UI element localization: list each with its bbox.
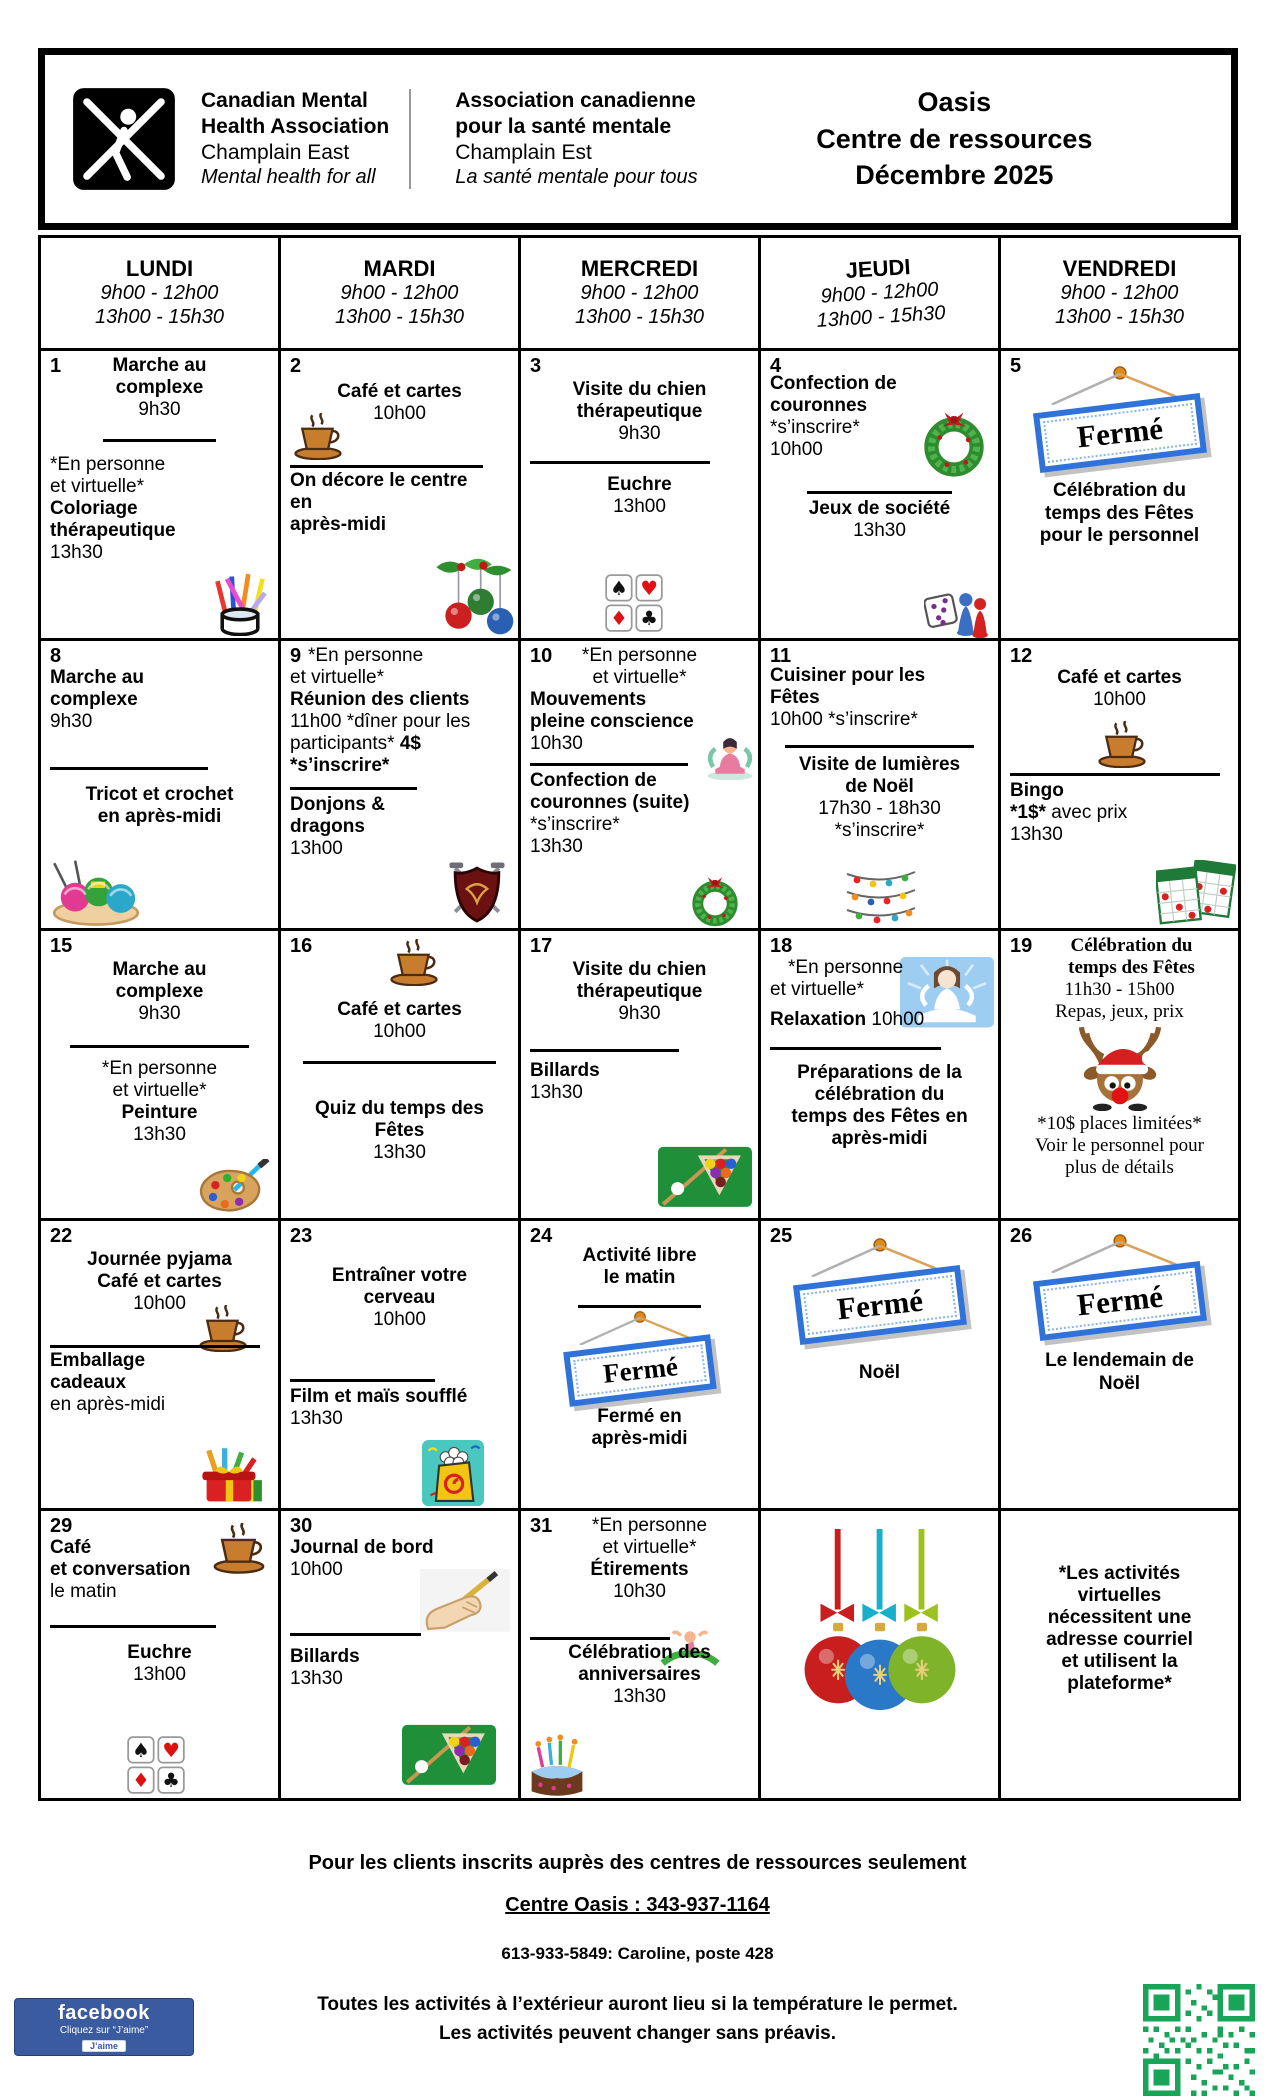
event-text: 9h30 <box>138 399 181 421</box>
event-text: 13h30 <box>853 520 906 542</box>
event-text: Marche au complexe <box>112 355 207 399</box>
brand-fr-line4: La santé mentale pour tous <box>455 166 698 189</box>
event-text: Visite de lumières de Noël <box>798 754 961 798</box>
sign-frame-inner <box>1043 1271 1197 1331</box>
event-text: 9h30 <box>138 1003 181 1025</box>
day-cell-10 <box>521 641 761 931</box>
board-game-icon <box>924 581 990 638</box>
ferme-sign <box>1036 1233 1204 1330</box>
event-text: 13h30 <box>290 1408 343 1430</box>
day-number: 8 <box>50 645 62 667</box>
day-cell-26 <box>1001 1221 1241 1511</box>
brand-en-line1: Canadian Mental <box>201 89 368 113</box>
footer-phone-caroline: 613-933-5849: Caroline, poste 428 <box>501 1944 774 1963</box>
svg-text:♦: ♦ <box>132 1769 150 1793</box>
event-text: 13h30 <box>133 1124 186 1146</box>
svg-text:♣: ♣ <box>162 1769 180 1793</box>
qr-code-icon <box>1143 1984 1255 2096</box>
event-text: Journal de bord <box>290 1537 434 1558</box>
event-text: Entraîner votre cerveau <box>331 1265 468 1309</box>
day-number: 24 <box>530 1225 553 1247</box>
event-text: Repas, jeux, prix <box>1055 1001 1184 1023</box>
ferme-sign <box>796 1237 964 1334</box>
day-cell-17 <box>521 931 761 1221</box>
weekday-hours-pm: 13h00 - 15h30 <box>1054 306 1184 328</box>
facebook-subtitle: Cliquez sur “J’aime” <box>59 2025 149 2036</box>
day-cell-1 <box>41 351 281 641</box>
event-text: Jeux de société <box>808 498 951 520</box>
event-text: Quiz du temps des Fêtes <box>315 1098 484 1142</box>
event-text: 11h00 *dîner pour les participants* 4$ <box>290 711 471 755</box>
event-text: 10h00 <box>373 1309 426 1331</box>
event-text: *10$ places limitées* <box>1037 1112 1202 1134</box>
event-text: Le lendemain de Noël <box>1045 1350 1194 1394</box>
divider-line <box>807 491 952 494</box>
brand-fr-line2: pour la santé mentale <box>455 115 672 138</box>
weekday-name: JEUDI <box>844 254 912 284</box>
sign-label: Fermé <box>600 1351 679 1389</box>
title-line2: Centre de ressources <box>816 123 1093 154</box>
day-cell-19 <box>1001 931 1241 1221</box>
event-text: Café et cartes <box>337 999 462 1020</box>
facebook-badge[interactable] <box>14 1998 194 2056</box>
event-text: Billards <box>530 1060 600 1082</box>
gift-boxes-icon <box>196 1444 264 1506</box>
day-number: 26 <box>1010 1225 1033 1247</box>
footer-phone-oasis: Centre Oasis : 343-937-1164 <box>505 1894 770 1916</box>
day-number: 16 <box>290 935 313 957</box>
event-text: Peinture <box>121 1102 198 1124</box>
weekday-hours-am: 9h00 - 12h00 <box>100 282 219 305</box>
event-text: 13h00 <box>613 496 666 518</box>
event-text: 10h00 <box>373 1021 426 1043</box>
event-text: Donjons & dragons <box>290 794 385 838</box>
weekday-header-vendredi <box>1001 238 1241 351</box>
event-text: 10h00 <box>1093 689 1146 711</box>
event-text: 10h00 <box>290 1559 343 1581</box>
calendar-grid <box>38 235 1241 1801</box>
divider-line <box>530 1049 679 1052</box>
day-number: 18 <box>770 935 793 957</box>
event-text: *En personne et virtuelle* <box>50 454 166 498</box>
event-text: 10h00 <box>133 1293 186 1315</box>
event-text: Marche au complexe <box>50 667 144 711</box>
divider-line <box>290 787 417 790</box>
event-text: 13h30 <box>530 836 583 858</box>
event-text: Noël <box>858 1362 901 1384</box>
divider-line <box>50 1345 260 1348</box>
divider-line <box>530 763 688 766</box>
event-text: Euchre <box>127 1642 192 1664</box>
brand-fr-line3: Champlain Est <box>455 140 592 164</box>
day-number: 4 <box>770 355 782 377</box>
reindeer-icon <box>1071 1023 1169 1111</box>
day-cell-16 <box>281 931 521 1221</box>
brand-en-line3: Champlain East <box>201 140 350 164</box>
divider-line <box>303 1061 496 1064</box>
event-text: Célébration du temps des Fêtes pour le personnel <box>1039 480 1200 546</box>
wreath-icon <box>686 870 744 928</box>
day-number: 5 <box>1010 355 1022 377</box>
event-text: Marche au complexe <box>112 959 207 1003</box>
day-cell-22 <box>41 1221 281 1511</box>
event-text: 13h30 <box>290 1668 343 1690</box>
event-text: *Les activités virtuelles nécessitent une adresse courriel et utilisent la plateforme* <box>1046 1563 1193 1695</box>
day-cell-2 <box>281 351 521 641</box>
cmha-logo-icon <box>71 86 177 192</box>
event-text: Célébration des anniversaires <box>568 1642 711 1686</box>
event-text: Visite du chien thérapeutique <box>572 379 707 423</box>
weekday-header-content <box>335 256 464 329</box>
event-text: *1$* avec prix <box>1010 802 1128 824</box>
weekday-name: LUNDI <box>125 256 194 282</box>
day-cell-15 <box>41 931 281 1221</box>
day-number: 30 <box>290 1515 313 1537</box>
day-number: 29 <box>50 1515 73 1537</box>
brand-en-line2: Health Association <box>201 115 390 138</box>
brand-fr-line1: Association canadienne <box>455 89 696 113</box>
dnd-shield-icon <box>446 859 508 926</box>
divider-line <box>578 1305 701 1308</box>
paint-palette-icon <box>194 1159 270 1216</box>
weekday-header-content <box>1055 256 1184 329</box>
divider-line <box>290 1633 421 1636</box>
day-number: 15 <box>50 935 73 957</box>
day-cell-8 <box>41 641 281 931</box>
day-cell-9 <box>281 641 521 931</box>
weekday-hours-am: 9h00 - 12h00 <box>580 282 699 305</box>
event-text: Bingo <box>1010 780 1064 802</box>
billiards-icon <box>658 1139 752 1212</box>
day-cell-4 <box>761 351 1001 641</box>
day-number: 31 <box>530 1515 553 1537</box>
weekday-hours-pm: 13h00 - 15h30 <box>94 306 224 328</box>
event-text: 10h30 <box>613 1581 666 1603</box>
footer-clients-note: Pour les clients inscrits auprès des centres de ressources seulement <box>308 1852 967 1874</box>
event-text: Billards <box>290 1646 360 1668</box>
event-text: *s’inscrire* <box>770 417 860 439</box>
event-text: 13h30 <box>373 1142 426 1164</box>
title-line1: Oasis <box>917 87 992 118</box>
ferme-sign <box>1036 365 1204 462</box>
event-text: Étirements <box>590 1559 689 1581</box>
weekday-hours-am: 9h00 - 12h00 <box>820 278 940 308</box>
event-text: 9h30 <box>50 711 93 733</box>
sign-frame-inner <box>1043 403 1197 463</box>
day-cell-23 <box>281 1221 521 1511</box>
event-text: *En personne et virtuelle* <box>591 1515 708 1559</box>
event-text: Confection de couronnes (suite) <box>530 770 690 814</box>
popcorn-icon <box>422 1440 484 1506</box>
event-text: Réunion des clients <box>290 689 470 711</box>
event-text: Mouvements pleine conscience <box>530 689 694 733</box>
event-text: Confection de couronnes <box>770 373 897 417</box>
weekday-name: VENDREDI <box>1062 256 1177 282</box>
event-text: *En personne et virtuelle* <box>101 1058 218 1102</box>
footer-note-line2: Les activités peuvent changer sans préavis. <box>438 2023 837 2045</box>
event-text: 11h30 - 15h00 <box>1064 979 1175 1001</box>
weekday-header-mardi <box>281 238 521 351</box>
event-text: 13h30 <box>530 1082 583 1104</box>
event-text: Relaxation 10h00 <box>770 1009 925 1031</box>
day-number: 17 <box>530 935 553 957</box>
weekday-header-mercredi <box>521 238 761 351</box>
event-text: Célébration du temps des Fêtes <box>1068 935 1195 979</box>
event-text: Euchre <box>607 474 672 496</box>
event-text: *En personne <box>308 645 424 666</box>
yarn-icon <box>49 858 143 926</box>
day-cell-24 <box>521 1221 761 1511</box>
divider-line <box>530 461 710 464</box>
weekday-hours-am: 9h00 - 12h00 <box>340 282 459 305</box>
weekday-header-lundi <box>41 238 281 351</box>
sign-label: Fermé <box>1074 410 1165 454</box>
event-text: 13h00 <box>290 838 343 860</box>
brand-text-fr <box>455 88 697 189</box>
svg-text:♠: ♠ <box>610 576 628 600</box>
event-text: Emballage cadeaux <box>50 1350 146 1394</box>
event-text: 10h00 <box>373 403 426 425</box>
day-number: 11 <box>770 645 792 667</box>
footer-note-line1: Toutes les activités à l’extérieur auront lieu si la température le permet. <box>317 1994 958 2015</box>
event-text: *s’inscrire* <box>834 820 925 842</box>
event-text: Préparations de la célébration du temps des Fêtes en après-midi <box>791 1062 968 1150</box>
weekday-header-content <box>95 256 224 329</box>
weekday-hours-pm: 13h00 - 15h30 <box>815 302 947 332</box>
svg-text:♥: ♥ <box>162 1738 180 1762</box>
card-suits-icon <box>127 1736 185 1794</box>
event-text: 17h30 - 18h30 <box>818 798 941 820</box>
event-text: *En personne <box>788 957 904 978</box>
weekday-header-content <box>813 253 946 334</box>
weekday-header-jeudi <box>761 238 1001 351</box>
day-cell-31 <box>521 1511 761 1801</box>
birthday-cake-icon <box>525 1734 589 1798</box>
day-cell-29 <box>41 1511 281 1801</box>
sign-frame <box>563 1334 717 1407</box>
day-cell-empty <box>761 1511 1001 1801</box>
card-suits-icon <box>605 574 663 632</box>
day-cell-5 <box>1001 351 1241 641</box>
day-cell-empty <box>1001 1511 1241 1801</box>
event-text: 10h30 <box>530 733 583 755</box>
event-text: Film et maïs soufflé <box>290 1386 468 1408</box>
svg-text:♦: ♦ <box>610 607 628 631</box>
facebook-like-button[interactable]: J’aime <box>82 2040 126 2052</box>
header-banner <box>38 48 1238 230</box>
event-text: On décore le centre en après-midi <box>290 470 468 536</box>
title-line3: Décembre 2025 <box>855 160 1054 191</box>
bingo-cards-icon <box>1156 860 1236 928</box>
weekday-name: MERCREDI <box>580 256 699 282</box>
event-text: Fermé en après-midi <box>591 1406 688 1450</box>
day-number: 19 <box>1010 935 1033 957</box>
weekday-hours-pm: 13h00 - 15h30 <box>334 306 464 328</box>
weekday-hours-am: 9h00 - 12h00 <box>1060 282 1179 305</box>
divider-line <box>50 1625 216 1628</box>
event-text: Journée pyjama <box>87 1249 232 1270</box>
divider-line <box>770 1047 941 1050</box>
event-text: Voir le personnel pour plus de détails <box>1034 1134 1205 1178</box>
event-text: Visite du chien thérapeutique <box>572 959 707 1003</box>
day-number: 3 <box>530 355 542 377</box>
event-text: Cuisiner pour les Fêtes <box>770 665 926 709</box>
event-text: *En personne et virtuelle* <box>581 645 698 689</box>
pencil-cup-icon <box>208 567 272 636</box>
day-cell-11 <box>761 641 1001 931</box>
event-text: 13h30 <box>613 1686 666 1708</box>
event-text: Activité libre le matin <box>582 1245 697 1289</box>
coffee-cup-icon <box>387 939 441 986</box>
event-text: Coloriage thérapeutique <box>50 498 176 542</box>
event-text: *s’inscrire* <box>290 755 390 777</box>
event-text: le matin <box>50 1581 117 1603</box>
sign-frame-inner <box>803 1275 957 1335</box>
day-cell-25 <box>761 1221 1001 1511</box>
day-cell-30 <box>281 1511 521 1801</box>
facebook-logo: facebook <box>58 2002 150 2024</box>
event-text: et virtuelle* <box>770 979 864 1001</box>
divider-line <box>103 439 217 442</box>
divider-line <box>70 1045 250 1048</box>
event-text: 9h30 <box>618 423 661 445</box>
sign-label: Fermé <box>834 1282 925 1326</box>
divider-line <box>530 1637 670 1640</box>
sign-frame-inner <box>573 1344 707 1397</box>
event-text: Café et conversation <box>50 1537 191 1581</box>
event-text: 13h30 <box>50 542 103 564</box>
event-text: 13h30 <box>1010 824 1063 846</box>
day-number: 1 <box>50 355 62 377</box>
weekday-name: MARDI <box>363 256 436 282</box>
divider-line <box>1010 773 1220 776</box>
svg-text:♠: ♠ <box>132 1738 150 1762</box>
sign-label: Fermé <box>1074 1278 1165 1322</box>
event-text: 10h00 <box>770 439 823 461</box>
brand-divider <box>409 89 411 189</box>
brand-en-line4: Mental health for all <box>201 166 376 189</box>
coffee-cup-icon <box>1095 721 1149 768</box>
event-text: Café et cartes <box>1057 667 1182 688</box>
day-number: 9 <box>290 645 302 667</box>
day-cell-18 <box>761 931 1001 1221</box>
weekday-hours-pm: 13h00 - 15h30 <box>574 306 704 328</box>
ornaments-trio-icon <box>792 1529 968 1740</box>
day-number: 12 <box>1010 645 1033 667</box>
day-number: 23 <box>290 1225 313 1247</box>
event-text: 10h00 *s’inscrire* <box>770 709 918 731</box>
divider-line <box>290 465 483 468</box>
day-number: 10 <box>530 645 553 667</box>
day-number: 2 <box>290 355 302 377</box>
svg-text:♥: ♥ <box>640 576 658 600</box>
event-text: Café et cartes <box>337 381 462 402</box>
event-text: 13h00 <box>133 1664 186 1686</box>
day-number: 25 <box>770 1225 793 1247</box>
page-title <box>698 84 1231 193</box>
christmas-lights-icon <box>845 866 917 928</box>
brand-text-en <box>201 88 389 189</box>
event-text: en après-midi <box>50 1394 166 1416</box>
divider-line <box>785 745 973 748</box>
event-text: et virtuelle* <box>290 667 384 689</box>
event-text: 9h30 <box>618 1003 661 1025</box>
day-cell-3 <box>521 351 761 641</box>
weekday-header-content <box>575 256 704 329</box>
event-text: Café et cartes <box>97 1271 222 1293</box>
billiards-icon <box>402 1717 496 1790</box>
ferme-sign <box>566 1310 714 1398</box>
ornaments-icon <box>428 556 514 636</box>
svg-text:♣: ♣ <box>640 607 658 631</box>
divider-line <box>290 1379 435 1382</box>
event-text: Tricot et crochet en après-midi <box>85 784 234 828</box>
day-cell-12 <box>1001 641 1241 931</box>
event-text: *s’inscrire* <box>530 814 620 836</box>
divider-line <box>50 767 208 770</box>
day-number: 22 <box>50 1225 73 1247</box>
